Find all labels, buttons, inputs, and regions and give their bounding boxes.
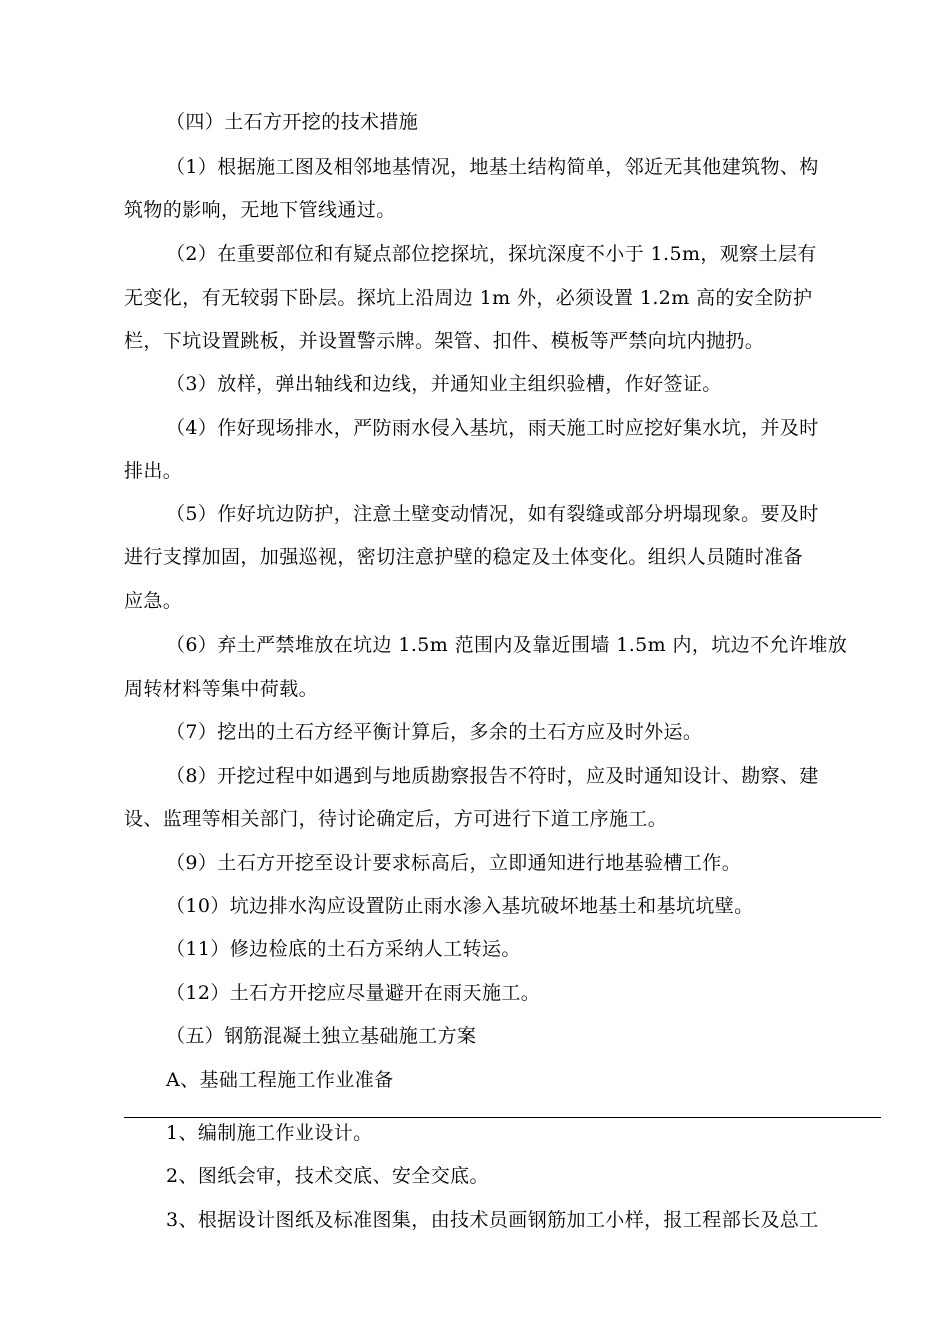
paragraph-2-line-1: （2）在重要部位和有疑点部位挖探坑，探坑深度不小于 1.5m，观察土层有 bbox=[166, 243, 817, 265]
paragraph-6-line-1: （6）弃土严禁堆放在坑边 1.5m 范围内及靠近围墙 1.5m 内，坑边不允许堆放 bbox=[166, 634, 848, 656]
paragraph-2-line-2: 无变化，有无较弱下卧层。探坑上沿周边 1m 外，必须设置 1.2m 高的安全防护 bbox=[124, 287, 813, 309]
section-heading-5: （五）钢筋混凝土独立基础施工方案 bbox=[166, 1025, 477, 1047]
section-heading-4: （四）土石方开挖的技术措施 bbox=[166, 111, 419, 133]
paragraph-11-line-1: （11）修边检底的土石方采纳人工转运。 bbox=[166, 938, 521, 960]
paragraph-12-line-1: （12）土石方开挖应尽量避开在雨天施工。 bbox=[166, 982, 541, 1004]
paragraph-2-line-3: 栏，下坑设置跳板，并设置警示牌。架管、扣件、模板等严禁向坑内抛扔。 bbox=[124, 330, 765, 352]
paragraph-4-line-1: （4）作好现场排水，严防雨水侵入基坑，雨天施工时应挖好集水坑，并及时 bbox=[166, 417, 819, 439]
list-item-3: 3、根据设计图纸及标准图集，由技术员画钢筋加工小样，报工程部长及总工 bbox=[166, 1209, 819, 1231]
paragraph-4-line-2: 排出。 bbox=[124, 460, 183, 482]
paragraph-3-line-1: （3）放样，弹出轴线和边线，并通知业主组织验槽，作好签证。 bbox=[166, 373, 722, 395]
paragraph-1-line-1: （1）根据施工图及相邻地基情况，地基土结构简单，邻近无其他建筑物、构 bbox=[166, 156, 819, 178]
paragraph-6-line-2: 周转材料等集中荷载。 bbox=[124, 678, 319, 700]
paragraph-5-line-3: 应急。 bbox=[124, 590, 183, 612]
list-item-1: 1、编制施工作业设计。 bbox=[166, 1122, 373, 1144]
subsection-heading-a: A、基础工程施工作业准备 bbox=[166, 1069, 394, 1091]
paragraph-8-line-1: （8）开挖过程中如遇到与地质勘察报告不符时，应及时通知设计、勘察、建 bbox=[166, 765, 819, 787]
paragraph-5-line-2: 进行支撑加固，加强巡视，密切注意护壁的稳定及土体变化。组织人员随时准备 bbox=[124, 546, 804, 568]
list-item-2: 2、图纸会审，技术交底、安全交底。 bbox=[166, 1165, 489, 1187]
paragraph-9-line-1: （9）土石方开挖至设计要求标高后，立即通知进行地基验槽工作。 bbox=[166, 852, 742, 874]
paragraph-10-line-1: （10）坑边排水沟应设置防止雨水渗入基坑破坏地基土和基坑坑壁。 bbox=[166, 895, 754, 917]
paragraph-8-line-2: 设、监理等相关部门，待讨论确定后，方可进行下道工序施工。 bbox=[124, 808, 668, 830]
paragraph-7-line-1: （7）挖出的土石方经平衡计算后，多余的土石方应及时外运。 bbox=[166, 721, 703, 743]
paragraph-5-line-1: （5）作好坑边防护，注意土壁变动情况，如有裂缝或部分坍塌现象。要及时 bbox=[166, 503, 819, 525]
horizontal-rule bbox=[124, 1117, 881, 1118]
paragraph-1-line-2: 筑物的影响，无地下管线通过。 bbox=[124, 199, 396, 221]
